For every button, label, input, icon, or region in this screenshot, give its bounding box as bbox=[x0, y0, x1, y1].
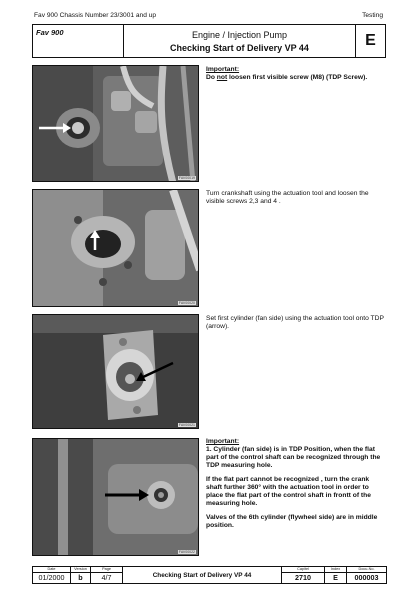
step-3-text bbox=[206, 315, 386, 337]
photo-code: FAV00019 bbox=[178, 176, 195, 180]
pump-image-4 bbox=[33, 439, 199, 556]
step-3-paragraph: Set first cylinder (fan side) using the actuation tool onto TDP (arrow). bbox=[206, 315, 384, 330]
step-4-paragraph-2: If the flat part cannot be recognized , turn the crank shaft further 360° with the actuation tool in order to place the flat part of the control shaft in frontt of the measuring hole. bbox=[206, 476, 371, 507]
step-4-text bbox=[206, 438, 386, 536]
date-label: Date bbox=[33, 567, 71, 573]
title-block bbox=[32, 24, 386, 58]
capitel-label: Capitel bbox=[282, 567, 325, 573]
section-letter: E bbox=[365, 32, 376, 49]
category-label: Testing bbox=[362, 12, 383, 19]
index-label: Index bbox=[325, 567, 347, 573]
photo-tdp bbox=[32, 314, 199, 429]
photo-screws bbox=[32, 189, 199, 307]
photo-measuring-hole bbox=[32, 438, 199, 556]
section-title: Engine / Injection Pump bbox=[191, 30, 288, 40]
pump-image-2 bbox=[33, 190, 199, 307]
step-1-text: Important: Do not loosen first visible screw (M8) (TDP Screw). bbox=[206, 66, 368, 81]
pump-image-3 bbox=[33, 315, 199, 429]
pump-image-1 bbox=[33, 66, 199, 182]
version-value: b bbox=[71, 573, 91, 584]
photo-code: FAV00020 bbox=[178, 301, 195, 305]
chassis-line: Fav 900 Chassis Number 23/3001 and up bbox=[34, 12, 157, 19]
important-heading: Important: bbox=[206, 438, 240, 445]
running-header bbox=[34, 12, 383, 24]
step-2-text bbox=[206, 190, 386, 212]
photo-code: FAV00021 bbox=[178, 423, 195, 427]
doc-label: Docu-No. bbox=[347, 567, 387, 573]
step-2-paragraph: Turn crankshaft using the actuation tool and loosen the visible screws 2,3 and 4 . bbox=[206, 190, 369, 205]
model-cell bbox=[33, 25, 124, 57]
photo-code: FAV00022 bbox=[178, 550, 195, 554]
footer-title: Checking Start of Delivery VP 44 bbox=[123, 567, 282, 584]
step-4-paragraph-3: Valves of the 6th cylinder (flywheel side) are in middle position. bbox=[206, 514, 378, 529]
capitel-value: 2710 bbox=[282, 573, 325, 584]
step-4-paragraph-1: 1. Cylinder (fan side) is in TDP Position, when the flat part of the control shaft can be recognized through the TDP measuring hole. bbox=[206, 446, 381, 469]
title-cell bbox=[124, 25, 356, 57]
not-emphasis: not bbox=[216, 74, 228, 81]
index-value: E bbox=[325, 573, 347, 584]
page-label: Page bbox=[91, 567, 123, 573]
page-value: 4/7 bbox=[91, 573, 123, 584]
model-label: Fav 900 bbox=[36, 28, 64, 37]
footer-table bbox=[32, 566, 387, 584]
date-value: 01/2000 bbox=[33, 573, 71, 584]
photo-tdp-screw bbox=[32, 65, 199, 182]
doc-value: 000003 bbox=[347, 573, 387, 584]
version-label: Version bbox=[71, 567, 91, 573]
page-title: Checking Start of Delivery VP 44 bbox=[170, 43, 309, 53]
important-heading: Important: bbox=[206, 66, 240, 73]
